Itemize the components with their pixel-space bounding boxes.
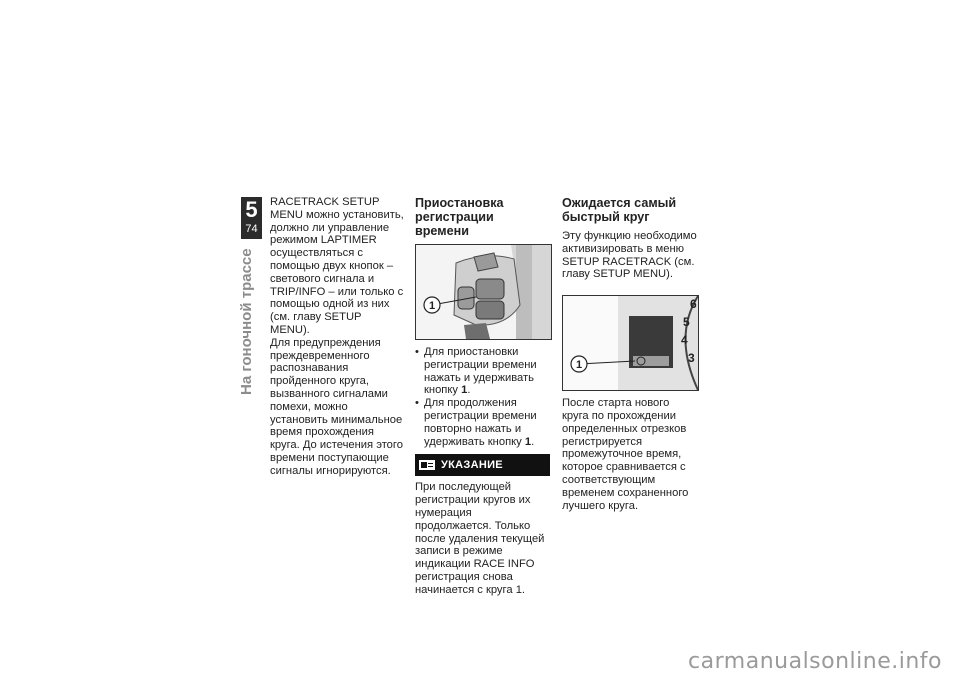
paragraph: Для предупреждения преждевременного распознавания пройденного круга, вызванного сигналами помехи, можно установить минимальное время прохождения круга. До истечения этого времени поступающие сигналы игнорируются. [270,336,403,477]
paragraph: RACETRACK SETUP MENU можно установить, должно ли управление режимом LAPTIMER осуществляться с помощью двух кнопок – светового сигнала и TRIP/INFO – или только с помощью одной из них (см. главу SETUP MENU). [270,196,404,336]
section-heading: Приостановка регистрации времени [415,196,504,238]
instrument-cluster-figure [562,295,699,391]
figure-callout-label: 1 [428,300,436,312]
instrument-cluster-illustration [563,296,698,390]
section-heading: Ожидается самый быстрый круг [562,196,677,224]
column-3 [562,196,698,512]
paragraph: После старта нового круга по прохождении определенных отрезков регистрируется промежуточное время, которое сравнивается с соответствующим временем сохраненного лучшего круга. [562,397,689,512]
figure-callout-label: 1 [575,359,583,372]
list-item: • Для продолжения регистрации времени повторно нажать и удерживать кнопку 1. [415,397,550,448]
list-item: • Для приостановки регистрации времени нажать и удерживать кнопку 1. [415,346,550,397]
bullet-list [415,346,550,448]
column-2 [415,196,550,597]
paragraph: Эту функцию необходимо активизировать в меню SETUP RACETRACK (см. главу SETUP MENU). [562,230,697,281]
chapter-number: 5 [245,197,258,222]
note-text: При последующей регистрации кругов их нумерация продолжается. Только после удаления текущей записи в режиме индикации RACE INFO регистрация снова начинается с круга 1. [415,481,545,596]
gauge-number: 5 [683,315,690,330]
gauge-number: 3 [688,351,695,366]
gauge-number: 4 [681,333,688,348]
column-1 [270,196,404,478]
handlebar-switch-figure [415,244,552,340]
gauge-number: 6 [690,297,697,312]
handlebar-switch-illustration [416,245,551,339]
note-bar [415,454,550,476]
note-icon [419,459,435,471]
page-number: 74 [245,223,258,235]
chapter-tab [241,197,262,239]
watermark: carmanualsonline.info [688,649,942,674]
note-title: УКАЗАНИЕ [441,458,503,471]
section-title: На гоночной трассе [238,248,255,395]
